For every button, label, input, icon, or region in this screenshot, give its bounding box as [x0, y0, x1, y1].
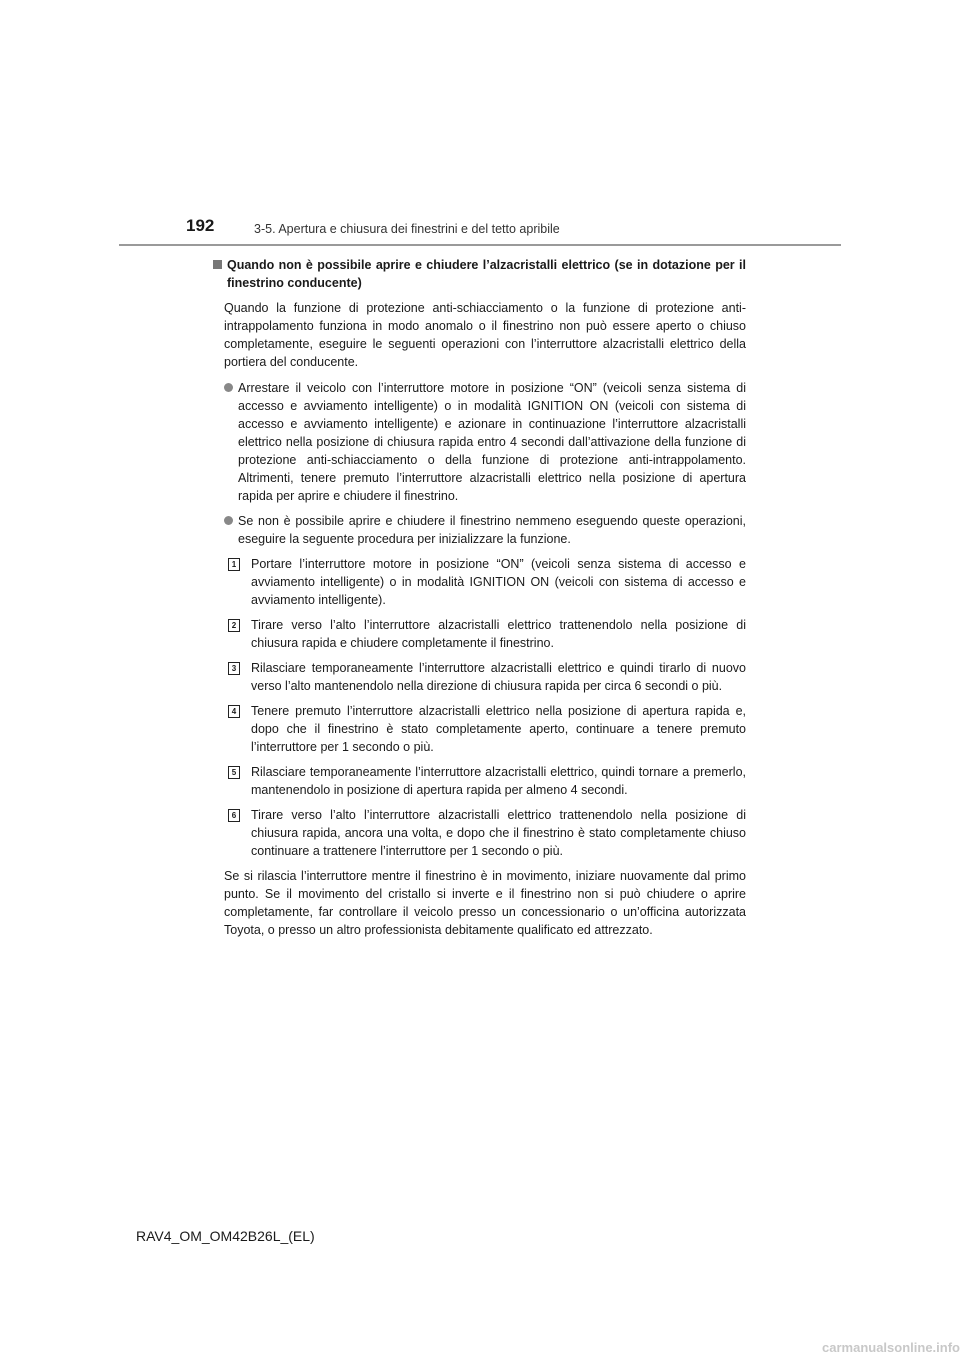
step-text: Rilasciare temporaneamente l’interruttore alzacristalli elettrico, quindi tornare a premerlo, mantenendolo in posizione di apertura rapida per almeno 4 secondi.: [251, 765, 746, 797]
main-content: [210, 256, 746, 939]
section-heading: [210, 256, 746, 292]
step-item: [228, 806, 746, 860]
bullet-text: Se non è possibile aprire e chiudere il finestrino nemmeno eseguendo queste operazioni, eseguire la seguente procedura per inizializzare la funzione.: [238, 514, 746, 546]
circle-bullet-icon: [224, 516, 233, 525]
bullet-text: Arrestare il veicolo con l’interruttore motore in posizione “ON” (veicoli senza sistema di accesso e avviamento intelligente) o in modalità IGNITION ON (veicoli con sistema di accesso e avviamento intelligente) e azionare in continuazione l’interruttore alzacristalli elettrico nella posizione di chiusura rapida entro 4 secondi dall’attivazione della funzione di protezione anti-schiacciamento o della funzione di protezione anti-intrappolamento. Altrimenti, tenere premuto l’interruttore alzacristalli elettrico nella posizione di apertura rapida per aprire e chiudere il finestrino.: [238, 381, 746, 503]
step-text: Tenere premuto l’interruttore alzacristalli elettrico nella posizione di apertura rapida e, dopo che il finestrino è stato completamente aperto, continuare a tenere premuto l’interruttore per 1 secondo o più.: [251, 704, 746, 754]
bullet-item: [224, 379, 746, 505]
header-rule: [119, 244, 841, 246]
step-item: [228, 616, 746, 652]
step-number-badge: 1: [228, 558, 240, 571]
step-text: Tirare verso l’alto l’interruttore alzacristalli elettrico trattenendolo nella posizione di chiusura rapida, ancora una volta, e dopo che il finestrino è stato completamente chiuso continuare a trattenere l’interruttore per 1 secondo o più.: [251, 808, 746, 858]
square-bullet-icon: [213, 260, 222, 269]
page-number: 192: [186, 216, 215, 235]
closing-paragraph: Se si rilascia l’interruttore mentre il finestrino è in movimento, iniziare nuovamente dal primo punto. Se il movimento del cristallo si inverte e il finestrino non si può chiudere o aprire completamente, far controllare il veicolo presso un concessionario o un’officina autorizzata Toyota, o presso un altro professionista debitamente qualificato ed attrezzato.: [224, 869, 746, 937]
intro-paragraph: Quando la funzione di protezione anti-schiacciamento o la funzione di protezione anti-intrappolamento funziona in modo anomalo o il finestrino non può essere aperto o chiuso completamente, eseguire le seguenti operazioni con l’interruttore alzacristalli elettrico della portiera del conducente.: [224, 301, 746, 369]
section-heading-text: Quando non è possibile aprire e chiudere l’alzacristalli elettrico (se in dotazione per il finestrino conducente): [227, 258, 746, 290]
step-number-badge: 6: [228, 809, 240, 822]
circle-bullet-icon: [224, 383, 233, 392]
step-item: [228, 659, 746, 695]
step-number-badge: 4: [228, 705, 240, 718]
step-text: Portare l’interruttore motore in posizione “ON” (veicoli senza sistema di accesso e avviamento intelligente) o in modalità IGNITION ON (veicoli con sistema di accesso e avviamento intelligente).: [251, 557, 746, 607]
step-number-badge: 5: [228, 766, 240, 779]
step-item: [228, 555, 746, 609]
step-item: [228, 702, 746, 756]
step-number-badge: 2: [228, 619, 240, 632]
document-code: RAV4_OM_OM42B26L_(EL): [136, 1228, 315, 1244]
watermark: carmanualsonline.info: [822, 1340, 960, 1355]
section-title: 3-5. Apertura e chiusura dei finestrini e del tetto apribile: [254, 222, 560, 236]
step-item: [228, 763, 746, 799]
step-text: Tirare verso l’alto l’interruttore alzacristalli elettrico trattenendolo nella posizione di chiusura rapida e chiudere completamente il finestrino.: [251, 618, 746, 650]
step-text: Rilasciare temporaneamente l’interruttore alzacristalli elettrico e quindi tirarlo di nuovo verso l’alto mantenendolo nella direzione di chiusura rapida per circa 6 secondi o più.: [251, 661, 746, 693]
step-number-badge: 3: [228, 662, 240, 675]
bullet-item: [224, 512, 746, 548]
